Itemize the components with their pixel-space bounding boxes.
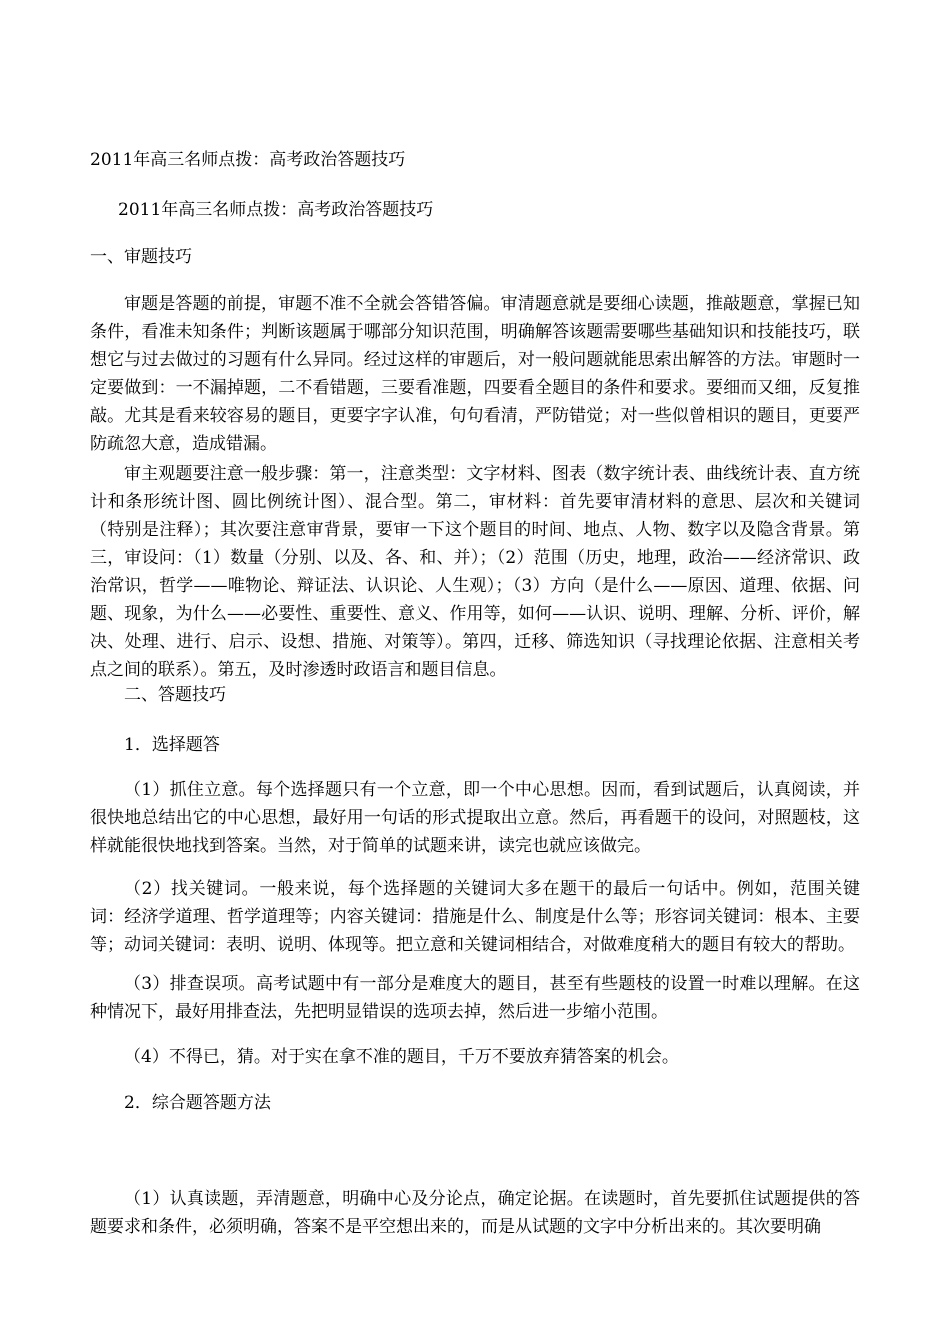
subsection-heading-choice-questions: 1．选择题答 <box>124 735 220 755</box>
choice-tip-keywords: （2）找关键词。一般来说，每个选择题的关键词大多在题干的最后一句话中。例如，范围关键词：经济学道理、哲学道理等；内容关键词：措施是什么、制度是什么等；形容词关键词：根本、主要等；动词关键词：表明、说明、体现等。把立意和关键词相结合，对做难度稍大的题目有较大的帮助。 <box>90 879 860 955</box>
section-heading-review-skills: 一、审题技巧 <box>90 247 192 267</box>
paragraph-subjective-review-steps: 审主观题要注意一般步骤：第一，注意类型：文字材料、图表（数字统计表、曲线统计表、直方统计和条形统计图、圆比例统计图）、混合型。第二，审材料：首先要审清材料的意思、层次和关键词（特别是注释）；其次要注意审背景，要审一下这个题目的时间、地点、人物、数字以及隐含背景。第三，审设问：（1）数量（分别、以及、各、和、并）；（2）范围（历史，地理，政治——经济常识、政治常识，哲学——唯物论、辩证法、认识论、人生观）；（3）方向（是什么——原因、道理、依据、问题、现象，为什么——必要性、重要性、意义、作用等，如何——认识、说明、理解、分析、评价，解决、处理、进行、启示、设想、措施、对策等）。第四，迁移、筛选知识（寻找理论依据、注意相关考点之间的联系）。第五，及时渗透时政语言和题目信息。 <box>90 464 860 680</box>
choice-tip-exclusion: （3）排查误项。高考试题中有一部分是难度大的题目，甚至有些题枝的设置一时难以理解。在这种情况下，最好用排查法，先把明显错误的选项去掉，然后进一步缩小范围。 <box>90 974 860 1022</box>
comprehensive-tip-read-carefully: （1）认真读题，弄清题意，明确中心及分论点，确定论据。在读题时，首先要抓住试题提供的答题要求和条件，必须明确，答案不是平空想出来的，而是从试题的文字中分析出来的。其次要明确 <box>90 1189 860 1237</box>
choice-tip-guess: （4）不得已，猜。对于实在拿不准的题目，千万不要放弃猜答案的机会。 <box>124 1047 679 1067</box>
section-heading-answer-skills: 二、答题技巧 <box>124 685 226 705</box>
paragraph-review-importance: 审题是答题的前提，审题不准不全就会答错答偏。审清题意就是要细心读题，推敲题意，掌握已知条件，看准未知条件；判断该题属于哪部分知识范围，明确解答该题需要哪些基础知识和技能技巧，联想它与过去做过的习题有什么异同。经过这样的审题后，对一般问题就能思索出解答的方法。审题时一定要做到：一不漏掉题，二不看错题，三要看准题，四要看全题目的条件和要求。要细而又细，反复推敲。尤其是看来较容易的题目，更要字字认准，句句看清，严防错觉；对一些似曾相识的题目，更要严防疏忽大意，造成错漏。 <box>90 294 860 454</box>
document-subtitle: 2011年高三名师点拨：高考政治答题技巧 <box>118 200 434 220</box>
subsection-heading-comprehensive-method: 2．综合题答题方法 <box>124 1093 271 1113</box>
document-title: 2011年高三名师点拨：高考政治答题技巧 <box>90 150 406 170</box>
choice-tip-grasp-theme: （1）抓住立意。每个选择题只有一个立意，即一个中心思想。因而，看到试题后，认真阅读，并很快地总结出它的中心思想，最好用一句话的形式提取出立意。然后，再看题干的设问，对照题枝，这样就能很快地找到答案。当然，对于简单的试题来讲，读完也就应该做完。 <box>90 780 860 856</box>
